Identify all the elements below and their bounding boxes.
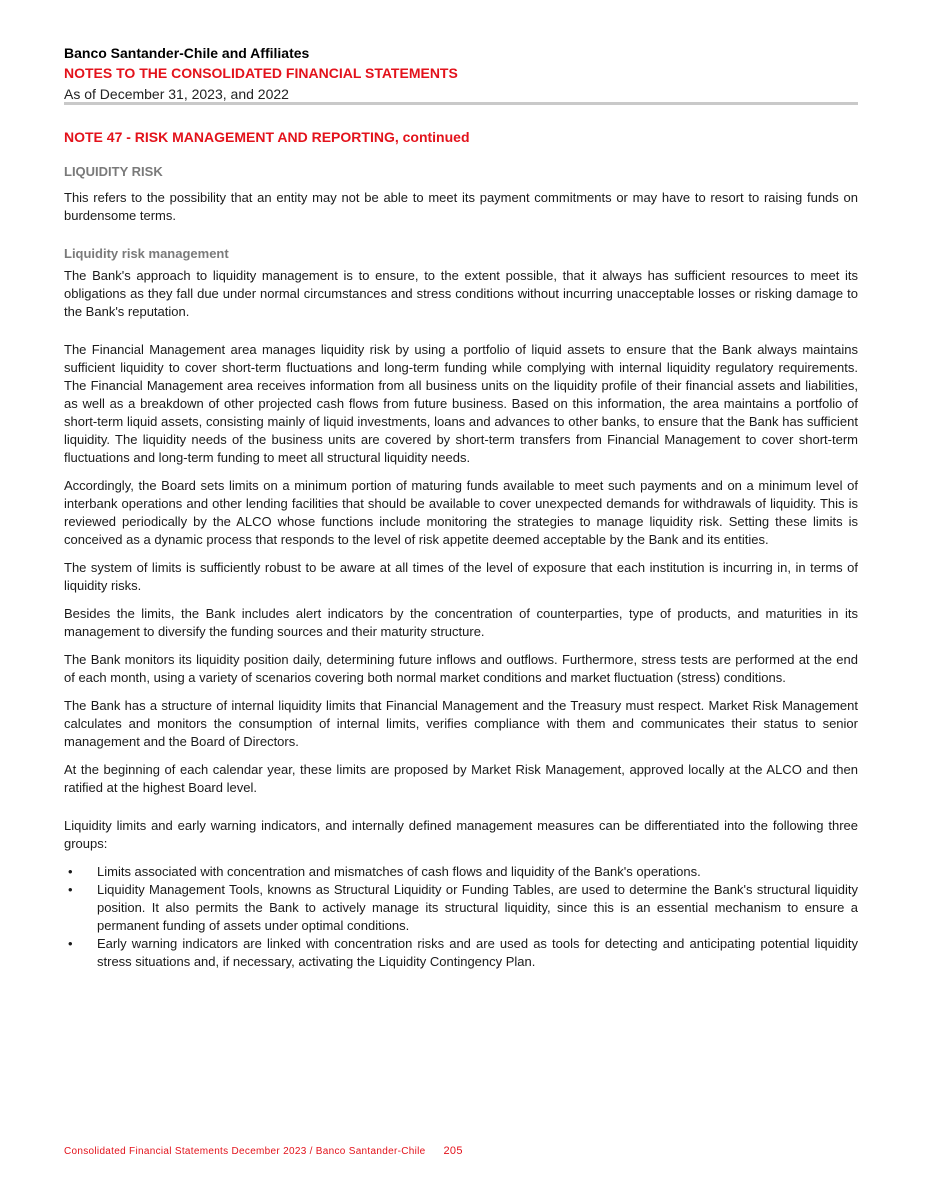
liquidity-risk-definition: This refers to the possibility that an entity may not be able to meet its payment commitments or may have to resort to raising funds on burdensome terms.: [64, 190, 858, 223]
paragraph: The Financial Management area manages liquidity risk by using a portfolio of liquid assets to ensure that the Bank always maintains sufficient liquidity to cover short-term fluctuations and long-term funding while complying with internal liquidity regulatory requirements. The Financial Management area receives information from all business units on the liquidity profile of their financial assets and liabilities, as well as a breakdown of other projected cash flows from future business. Based on this information, the area maintains a portfolio of short-term liquid assets, consisting mainly of liquid investments, loans and advances to other banks, to ensure that the Bank has sufficient liquidity. The liquidity needs of the business units are covered by short-term transfers from Financial Management to cover short-term fluctuations and long-term funding to meet all structural liquidity needs.: [64, 342, 858, 465]
list-item-text: Liquidity Management Tools, knowns as Structural Liquidity or Funding Tables, are used to determine the Bank's structural liquidity position. It also permits the Bank to actively manage its structural liquidity, since this is an essential mechanism to ensure a permanent funding of assets under optimal conditions.: [97, 882, 858, 933]
list-item: [64, 863, 858, 881]
as-of-date: As of December 31, 2023, and 2022: [64, 86, 289, 102]
paragraph: The Bank monitors its liquidity position daily, determining future inflows and outflows. Furthermore, stress tests are performed at the end of each month, using a variety of scenarios covering both normal market conditions and market fluctuation (stress) conditions.: [64, 652, 858, 685]
page-number: 205: [443, 1145, 463, 1157]
page-header: [64, 43, 858, 105]
subsection-title-liquidity-risk-management: Liquidity risk management: [64, 246, 229, 261]
paragraph: At the beginning of each calendar year, these limits are proposed by Market Risk Management, approved locally at the ALCO and then ratified at the highest Board level.: [64, 762, 858, 795]
section-title-liquidity-risk: LIQUIDITY RISK: [64, 164, 163, 179]
paragraph: Liquidity limits and early warning indicators, and internally defined management measures can be differentiated into the following three groups:: [64, 818, 858, 851]
paragraph: The Bank has a structure of internal liquidity limits that Financial Management and the Treasury must respect. Market Risk Management calculates and monitors the consumption of internal limits, verifies compliance with them and communicates their status to senior management and the Board of Directors.: [64, 698, 858, 749]
bullet-icon: •: [68, 864, 73, 879]
header-divider: [64, 102, 858, 105]
paragraph: The system of limits is sufficiently robust to be aware at all times of the level of exposure that each institution is incurring in, in terms of liquidity risks.: [64, 560, 858, 593]
notes-title: NOTES TO THE CONSOLIDATED FINANCIAL STATEMENTS: [64, 65, 458, 81]
bullet-icon: •: [68, 882, 73, 897]
bullet-icon: •: [68, 936, 73, 951]
list-item-text: Limits associated with concentration and mismatches of cash flows and liquidity of the Bank's operations.: [97, 864, 701, 879]
company-name: Banco Santander-Chile and Affiliates: [64, 45, 310, 61]
note-title: NOTE 47 - RISK MANAGEMENT AND REPORTING, continued: [64, 129, 470, 145]
list-item-text: Early warning indicators are linked with concentration risks and are used as tools for detecting and anticipating potential liquidity stress situations and, if necessary, activating the Liquidity Contingency Plan.: [97, 936, 858, 969]
footer-text: Consolidated Financial Statements December 2023 / Banco Santander-Chile: [64, 1146, 426, 1157]
page-content: [64, 127, 858, 971]
page-footer: [64, 1144, 463, 1159]
list-item: [64, 881, 858, 935]
paragraph: Besides the limits, the Bank includes alert indicators by the concentration of counterparties, type of products, and maturities in its management to diversify the funding sources and their maturity structure.: [64, 606, 858, 639]
paragraph: Accordingly, the Board sets limits on a minimum portion of maturing funds available to meet such payments and on a minimum level of interbank operations and other lending facilities that should be available to cover unexpected demands for withdrawals of liquidity. This is reviewed periodically by the ALCO whose functions include monitoring the strategies to manage liquidity risk. Setting these limits is conceived as a dynamic process that responds to the level of risk appetite deemed acceptable by the Bank and its entities.: [64, 478, 858, 547]
list-item: [64, 935, 858, 971]
paragraph: The Bank's approach to liquidity management is to ensure, to the extent possible, that it always has sufficient resources to meet its obligations as they fall due under normal circumstances and stress conditions without incurring unacceptable losses or risking damage to the Bank's reputation.: [64, 268, 858, 319]
bullet-list: [64, 863, 858, 971]
